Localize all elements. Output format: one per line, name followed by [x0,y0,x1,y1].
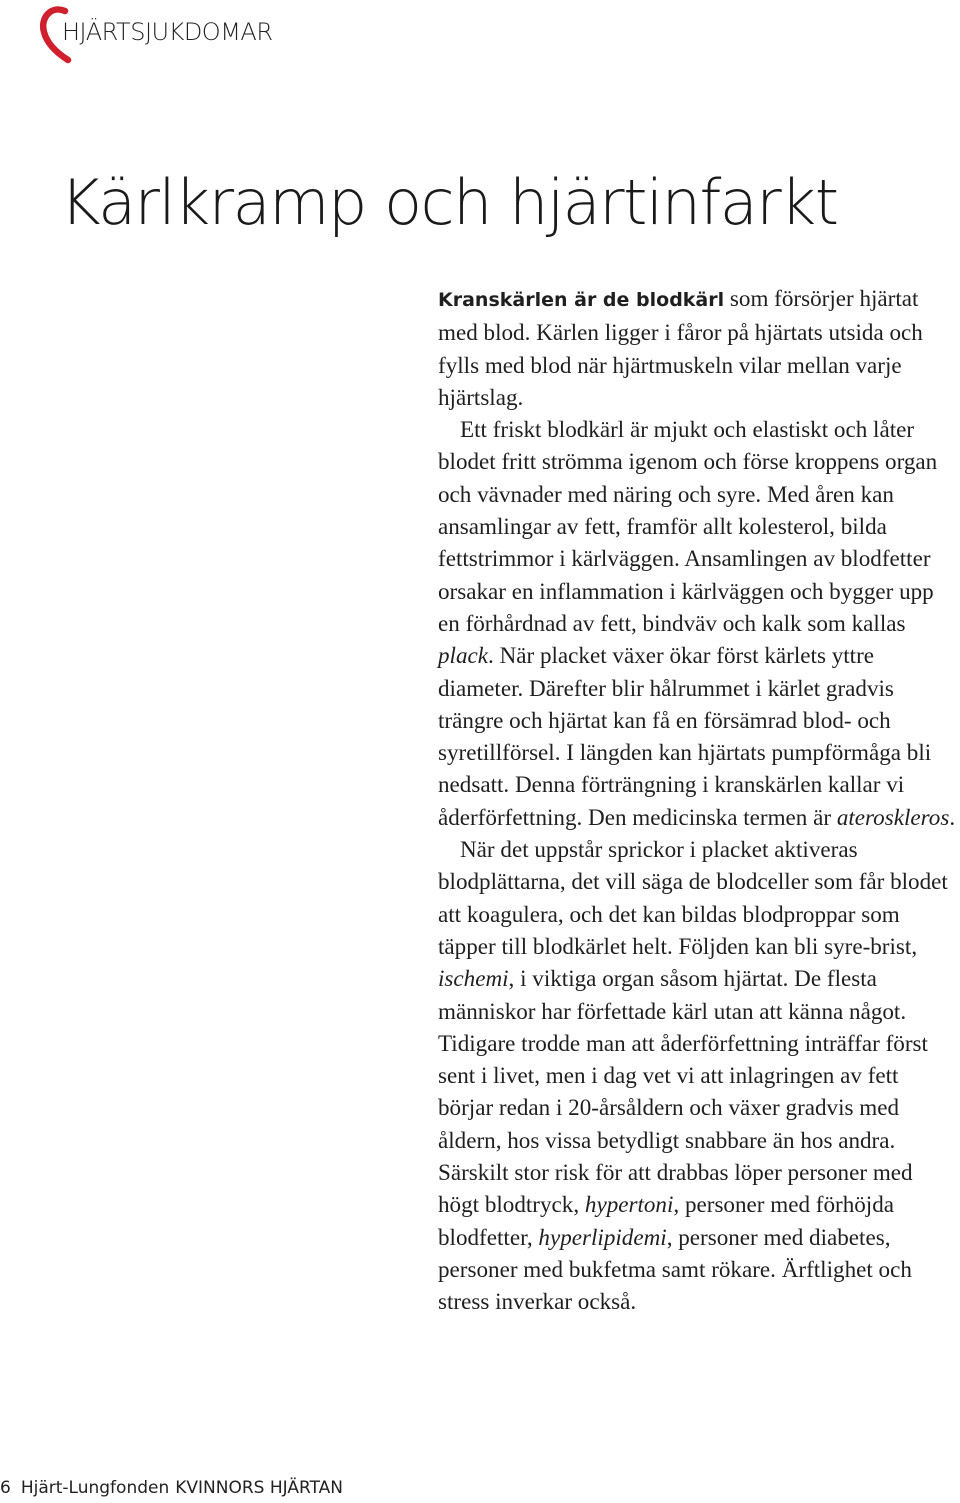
lead-in: Kranskärlen är de blodkärl [438,289,725,311]
page-number: 6 [0,1478,11,1498]
paragraph-text: som försörjer hjärtat med blod. Kärlen ligger i fåror på hjärtats utsida och fylls med blod när hjärtmuskeln vilar mellan varje hjärtslag. [438,285,923,410]
section-label: HJÄRTSJUKDOMAR [62,18,273,46]
page-title: Kärlkramp och hjärtinfarkt [60,166,838,239]
paragraph-1 [438,282,958,413]
article-body [438,282,958,1318]
term-hyperlipidemi: hyperlipidemi [538,1223,667,1250]
term-plack: plack [438,642,489,669]
page-footer [0,1478,343,1498]
paragraph-2 [438,413,958,833]
paragraph-text: . [949,803,956,830]
paragraph-text: När det uppstår sprickor i placket aktiveras blodplättarna, det vill säga de blodceller som får blodet att koagulera, och det kan bildas blodproppar som täpper till blodkärlet helt. Följden kan bli syre-brist, [438,836,948,959]
paragraph-text: . När placket växer ökar först kärlets yttre diameter. Därefter blir hålrummet i kärlet gradvis trängre och hjärtat kan få en försämrad blod- och syretillförsel. I längden kan hjärtats pumpförmåga bli nedsatt. Denna förträngning i kranskärlen kallar vi åderförfettning. Den medicinska termen är [438,642,932,830]
term-hypertoni: hypertoni [584,1191,674,1218]
paragraph-text: , personer med förhöjda blodfetter, [438,1191,895,1250]
publisher-name: Hjärt-Lungfonden [20,1478,170,1498]
paragraph-text: Ett friskt blodkärl är mjukt och elastiskt och låter blodet fritt strömma igenom och förse kroppens organ och vävnader med näring och syre. Med åren kan ansamlingar av fett, framför allt kolesterol, bilda fettstrimmor i kärlväggen. Ansamlingen av blodfetter orsakar en inflammation i kärlväggen och bygger upp en förhårdnad av fett, bindväv och kalk som kallas [438,416,938,636]
term-ischemi: ischemi [438,965,509,992]
paragraph-text: , personer med diabetes, personer med bukfetma samt rökare. Ärftlighet och stress inverkar också. [438,1223,912,1315]
paragraph-3 [438,833,958,1317]
term-ateroskleros: ateroskleros [836,803,950,830]
magazine-name: KVINNORS HJÄRTAN [175,1478,343,1498]
paragraph-text: , i viktiga organ såsom hjärtat. De flesta människor har förfettade kärl utan att känna något. Tidigare trodde man att åderförfettning inträffar först sent i livet, men i dag vet vi att inlagringen av fett börjar redan i 20-årsåldern och växer gradvis med åldern, hos vissa betydligt snabbare än hos andra. Särskilt stor risk för att drabbas löper personer med högt blodtryck, [438,965,928,1218]
